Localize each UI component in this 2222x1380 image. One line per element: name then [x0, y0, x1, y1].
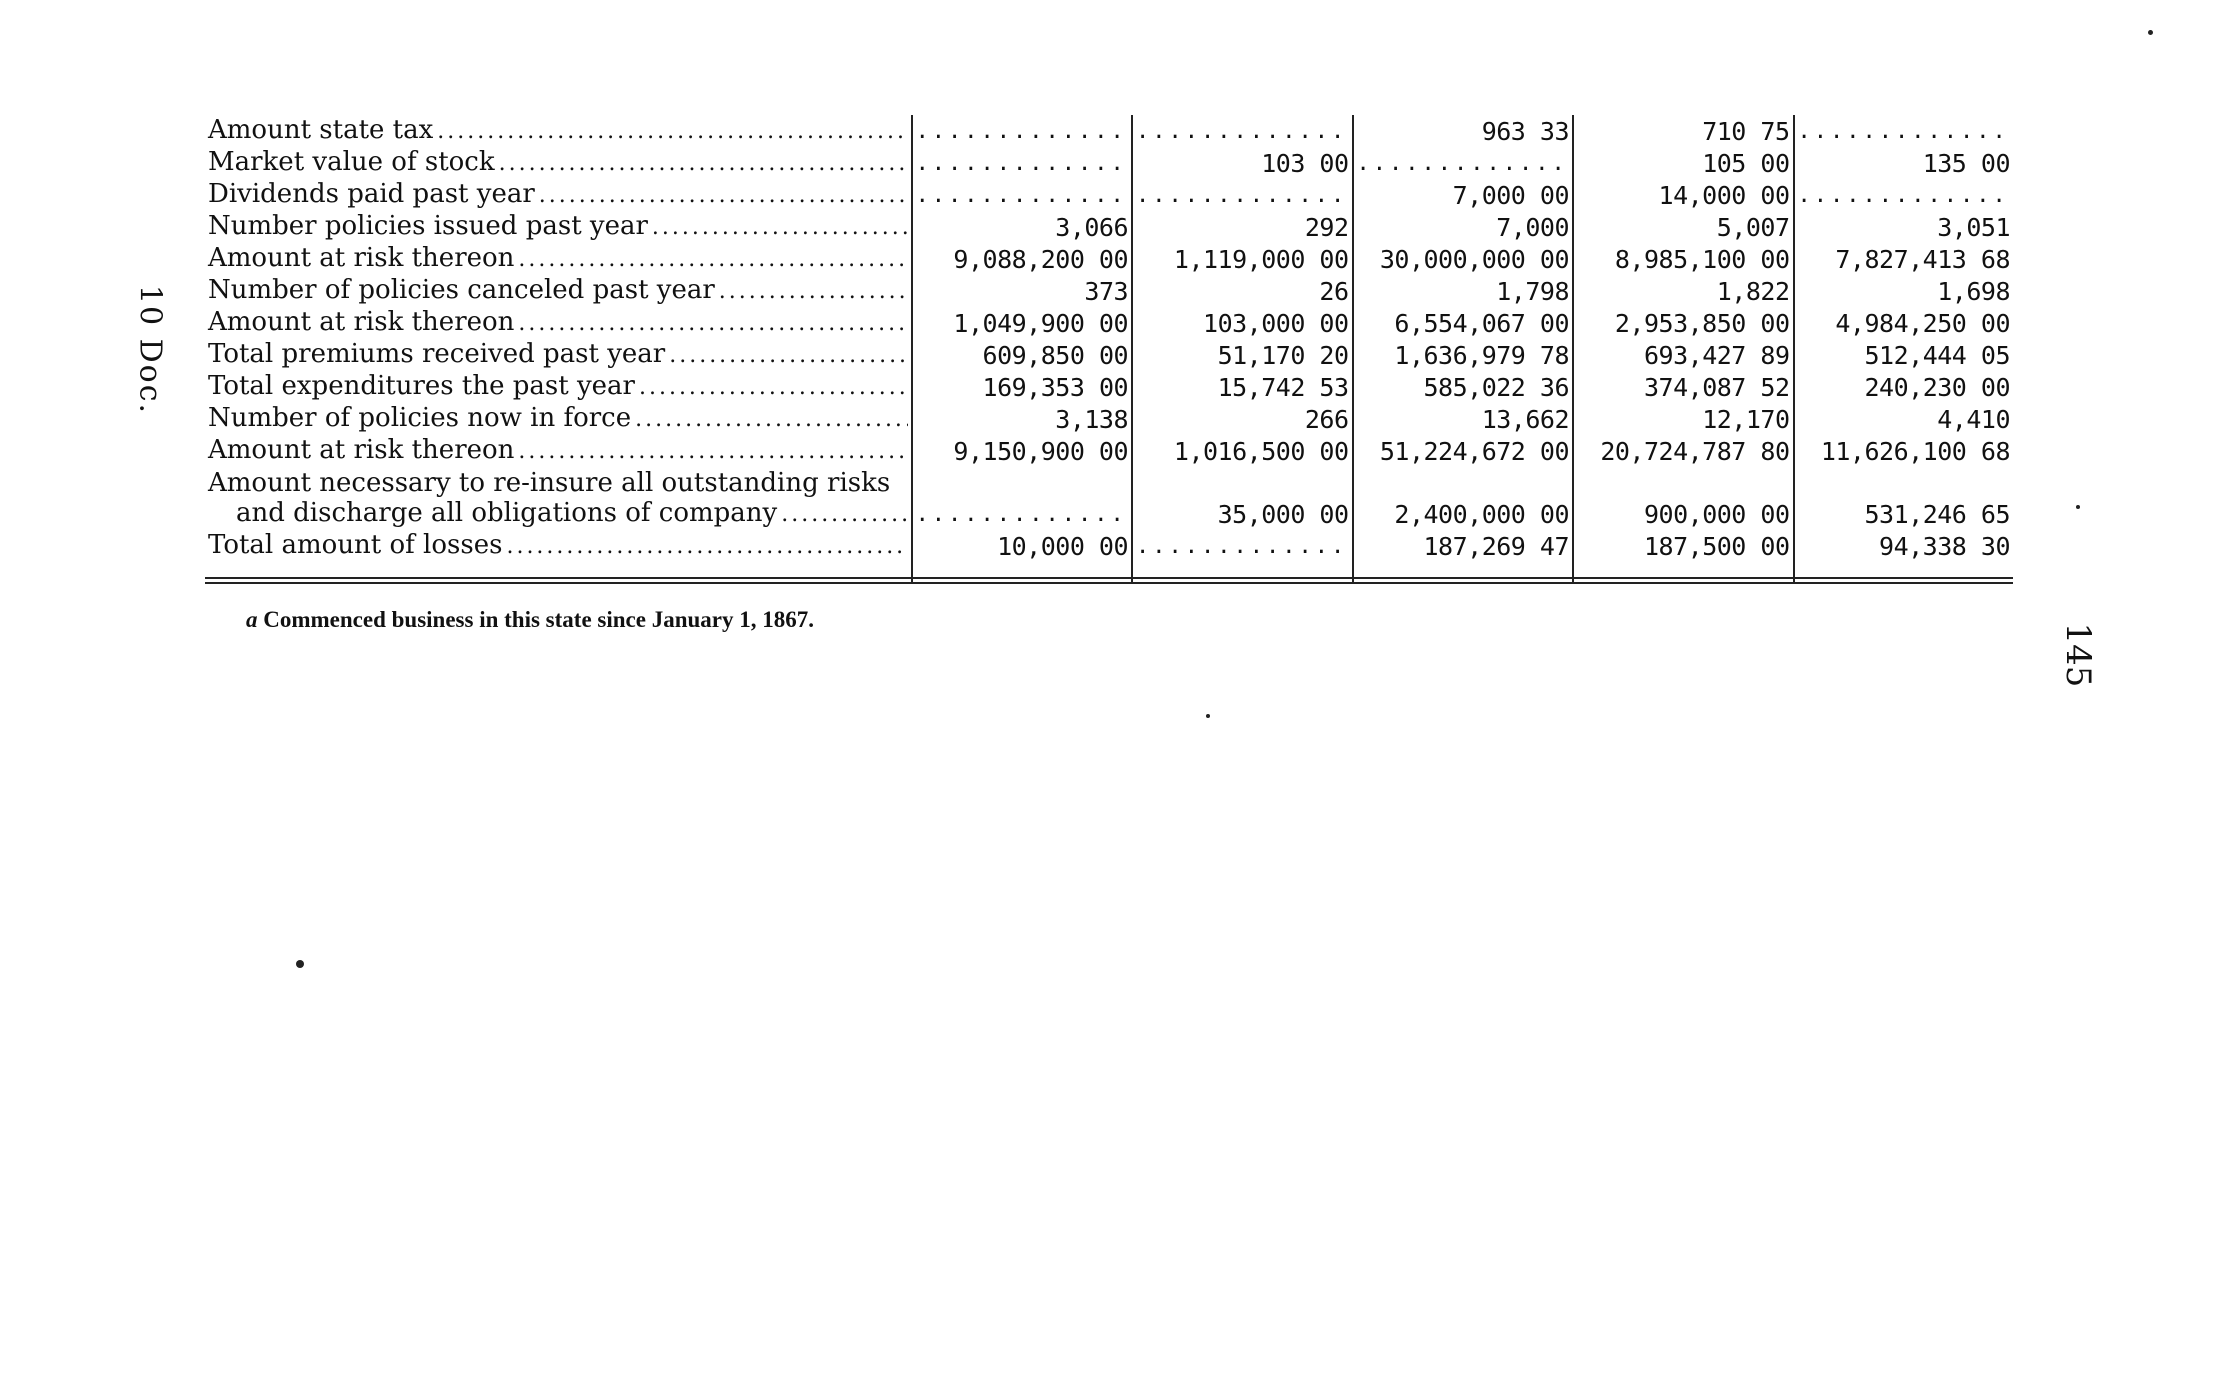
- row-label: Total premiums received past year: [208, 339, 666, 369]
- dot-leader: [518, 245, 907, 275]
- ink-speck: [2076, 505, 2080, 509]
- value-cell: 5,007: [1573, 211, 1793, 243]
- table-row: [205, 147, 2013, 179]
- dot-leader: [719, 277, 908, 307]
- value-cell: 14,000 00: [1573, 179, 1793, 211]
- row-label: and discharge all obligations of company: [236, 498, 778, 528]
- value-cell: 105 00: [1573, 147, 1793, 179]
- ink-speck: [296, 960, 304, 968]
- value-cell: 6,554,067 00: [1353, 307, 1573, 339]
- table-row: [205, 243, 2013, 275]
- row-label: Amount at risk thereon: [208, 307, 515, 337]
- spacer-cell: [1794, 562, 2014, 584]
- value-cell: 900,000 00: [1573, 498, 1793, 530]
- empty-dots: [1798, 181, 2011, 211]
- row-label: Amount at risk thereon: [208, 435, 515, 465]
- value-cell: [912, 467, 1132, 498]
- value-cell: 585,022 36: [1353, 371, 1573, 403]
- statistics-table: [205, 115, 2013, 584]
- table-row: [205, 275, 2013, 307]
- row-label-cell: [205, 275, 912, 307]
- value-cell: [912, 115, 1132, 147]
- value-cell: 609,850 00: [912, 339, 1132, 371]
- footnote-marker: a: [246, 607, 258, 632]
- running-head: 10 Doc.: [132, 284, 168, 416]
- empty-dots: [916, 117, 1128, 147]
- footnote: [246, 607, 814, 633]
- dot-leader: [518, 437, 907, 467]
- value-cell: 7,000 00: [1353, 179, 1573, 211]
- row-label: Market value of stock: [208, 147, 495, 177]
- value-cell: 187,269 47: [1353, 530, 1573, 562]
- dot-leader: [506, 532, 907, 562]
- dot-leader: [635, 405, 907, 435]
- value-cell: 11,626,100 68: [1794, 435, 2014, 467]
- row-label-cell: [205, 467, 912, 498]
- spacer-cell: [1353, 562, 1573, 584]
- table-row: [205, 498, 2013, 530]
- value-cell: 169,353 00: [912, 371, 1132, 403]
- value-cell: 35,000 00: [1132, 498, 1352, 530]
- ink-speck: [1206, 714, 1210, 718]
- value-cell: [1353, 147, 1573, 179]
- empty-dots: [1357, 149, 1569, 179]
- value-cell: 292: [1132, 211, 1352, 243]
- value-cell: 12,170: [1573, 403, 1793, 435]
- table-row: [205, 403, 2013, 435]
- value-cell: 710 75: [1573, 115, 1793, 147]
- value-cell: [1132, 115, 1352, 147]
- value-cell: 13,662: [1353, 403, 1573, 435]
- value-cell: 1,822: [1573, 275, 1793, 307]
- row-label-cell: [205, 403, 912, 435]
- value-cell: 9,150,900 00: [912, 435, 1132, 467]
- spacer-cell: [912, 562, 1132, 584]
- table-bottom-rule-bottom: [205, 582, 2013, 584]
- dot-leader: [781, 500, 907, 530]
- dot-leader: [669, 341, 907, 371]
- dot-leader: [518, 309, 907, 339]
- value-cell: [1573, 467, 1793, 498]
- table-row: [205, 435, 2013, 467]
- empty-dots: [1136, 181, 1348, 211]
- value-cell: [1794, 467, 2014, 498]
- dot-leader: [652, 213, 908, 243]
- value-cell: 1,049,900 00: [912, 307, 1132, 339]
- value-cell: 51,170 20: [1132, 339, 1352, 371]
- value-cell: 20,724,787 80: [1573, 435, 1793, 467]
- table-row: [205, 307, 2013, 339]
- value-cell: 3,051: [1794, 211, 2014, 243]
- row-label-cell: [205, 339, 912, 371]
- empty-dots: [1136, 532, 1348, 562]
- value-cell: 187,500 00: [1573, 530, 1793, 562]
- value-cell: 103 00: [1132, 147, 1352, 179]
- value-cell: 7,827,413 68: [1794, 243, 2014, 275]
- row-label: Dividends paid past year: [208, 179, 535, 209]
- value-cell: 30,000,000 00: [1353, 243, 1573, 275]
- value-cell: 531,246 65: [1794, 498, 2014, 530]
- value-cell: 8,985,100 00: [1573, 243, 1793, 275]
- value-cell: 266: [1132, 403, 1352, 435]
- value-cell: [1353, 467, 1573, 498]
- ink-speck: [2148, 30, 2153, 35]
- empty-dots: [1136, 117, 1348, 147]
- value-cell: 15,742 53: [1132, 371, 1352, 403]
- row-label-cell: [205, 211, 912, 243]
- value-cell: 9,088,200 00: [912, 243, 1132, 275]
- value-cell: 26: [1132, 275, 1352, 307]
- value-cell: 1,798: [1353, 275, 1573, 307]
- empty-dots: [916, 181, 1128, 211]
- value-cell: 963 33: [1353, 115, 1573, 147]
- value-cell: [1794, 115, 2014, 147]
- dot-leader: [499, 149, 908, 179]
- spacer-cell: [1573, 562, 1793, 584]
- value-cell: [912, 147, 1132, 179]
- value-cell: 10,000 00: [912, 530, 1132, 562]
- table-row: [205, 371, 2013, 403]
- value-cell: 1,698: [1794, 275, 2014, 307]
- value-cell: 2,400,000 00: [1353, 498, 1573, 530]
- table-row: [205, 467, 2013, 498]
- table-body: [205, 115, 2013, 584]
- value-cell: 3,138: [912, 403, 1132, 435]
- value-cell: 51,224,672 00: [1353, 435, 1573, 467]
- table-row: [205, 339, 2013, 371]
- row-label-cell: [205, 115, 912, 147]
- row-label-cell: [205, 307, 912, 339]
- value-cell: 94,338 30: [1794, 530, 2014, 562]
- value-cell: [1132, 530, 1352, 562]
- value-cell: 135 00: [1794, 147, 2014, 179]
- row-label-cell: [205, 498, 912, 530]
- table-bottom-rule-top: [205, 577, 2013, 579]
- dot-leader: [639, 373, 908, 403]
- table-row: [205, 115, 2013, 147]
- value-cell: [1132, 467, 1352, 498]
- row-label: Number of policies canceled past year: [208, 275, 715, 305]
- value-cell: 693,427 89: [1573, 339, 1793, 371]
- dot-leader: [539, 181, 908, 211]
- row-label: Amount state tax: [208, 115, 434, 145]
- value-cell: 1,119,000 00: [1132, 243, 1352, 275]
- dot-leader: [437, 117, 907, 147]
- value-cell: 240,230 00: [1794, 371, 2014, 403]
- row-label: Amount at risk thereon: [208, 243, 515, 273]
- value-cell: [1132, 179, 1352, 211]
- empty-dots: [916, 500, 1128, 530]
- row-label-cell: [205, 243, 912, 275]
- page-number: 145: [2058, 622, 2098, 688]
- value-cell: 3,066: [912, 211, 1132, 243]
- value-cell: 4,410: [1794, 403, 2014, 435]
- row-label-cell: [205, 371, 912, 403]
- value-cell: 2,953,850 00: [1573, 307, 1793, 339]
- value-cell: [912, 179, 1132, 211]
- table-row: [205, 179, 2013, 211]
- value-cell: 7,000: [1353, 211, 1573, 243]
- row-label: Number policies issued past year: [208, 211, 648, 241]
- row-label: Amount necessary to re-insure all outstanding risks: [208, 468, 891, 498]
- value-cell: [1794, 179, 2014, 211]
- value-cell: 103,000 00: [1132, 307, 1352, 339]
- row-label: Total amount of losses: [208, 530, 503, 560]
- row-label: Total expenditures the past year: [208, 371, 635, 401]
- empty-dots: [916, 149, 1128, 179]
- row-label-cell: [205, 530, 912, 562]
- row-label-cell: [205, 435, 912, 467]
- row-label-cell: [205, 147, 912, 179]
- value-cell: 374,087 52: [1573, 371, 1793, 403]
- table-row: [205, 530, 2013, 562]
- spacer-cell: [205, 562, 912, 584]
- spacer-cell: [1132, 562, 1352, 584]
- empty-dots: [1798, 117, 2011, 147]
- table-spacer-row: [205, 562, 2013, 584]
- value-cell: [912, 498, 1132, 530]
- row-label: Number of policies now in force: [208, 403, 632, 433]
- table-row: [205, 211, 2013, 243]
- row-label-cell: [205, 179, 912, 211]
- value-cell: 4,984,250 00: [1794, 307, 2014, 339]
- value-cell: 373: [912, 275, 1132, 307]
- value-cell: 1,636,979 78: [1353, 339, 1573, 371]
- value-cell: 1,016,500 00: [1132, 435, 1352, 467]
- value-cell: 512,444 05: [1794, 339, 2014, 371]
- footnote-text: Commenced business in this state since January 1, 1867.: [263, 607, 815, 632]
